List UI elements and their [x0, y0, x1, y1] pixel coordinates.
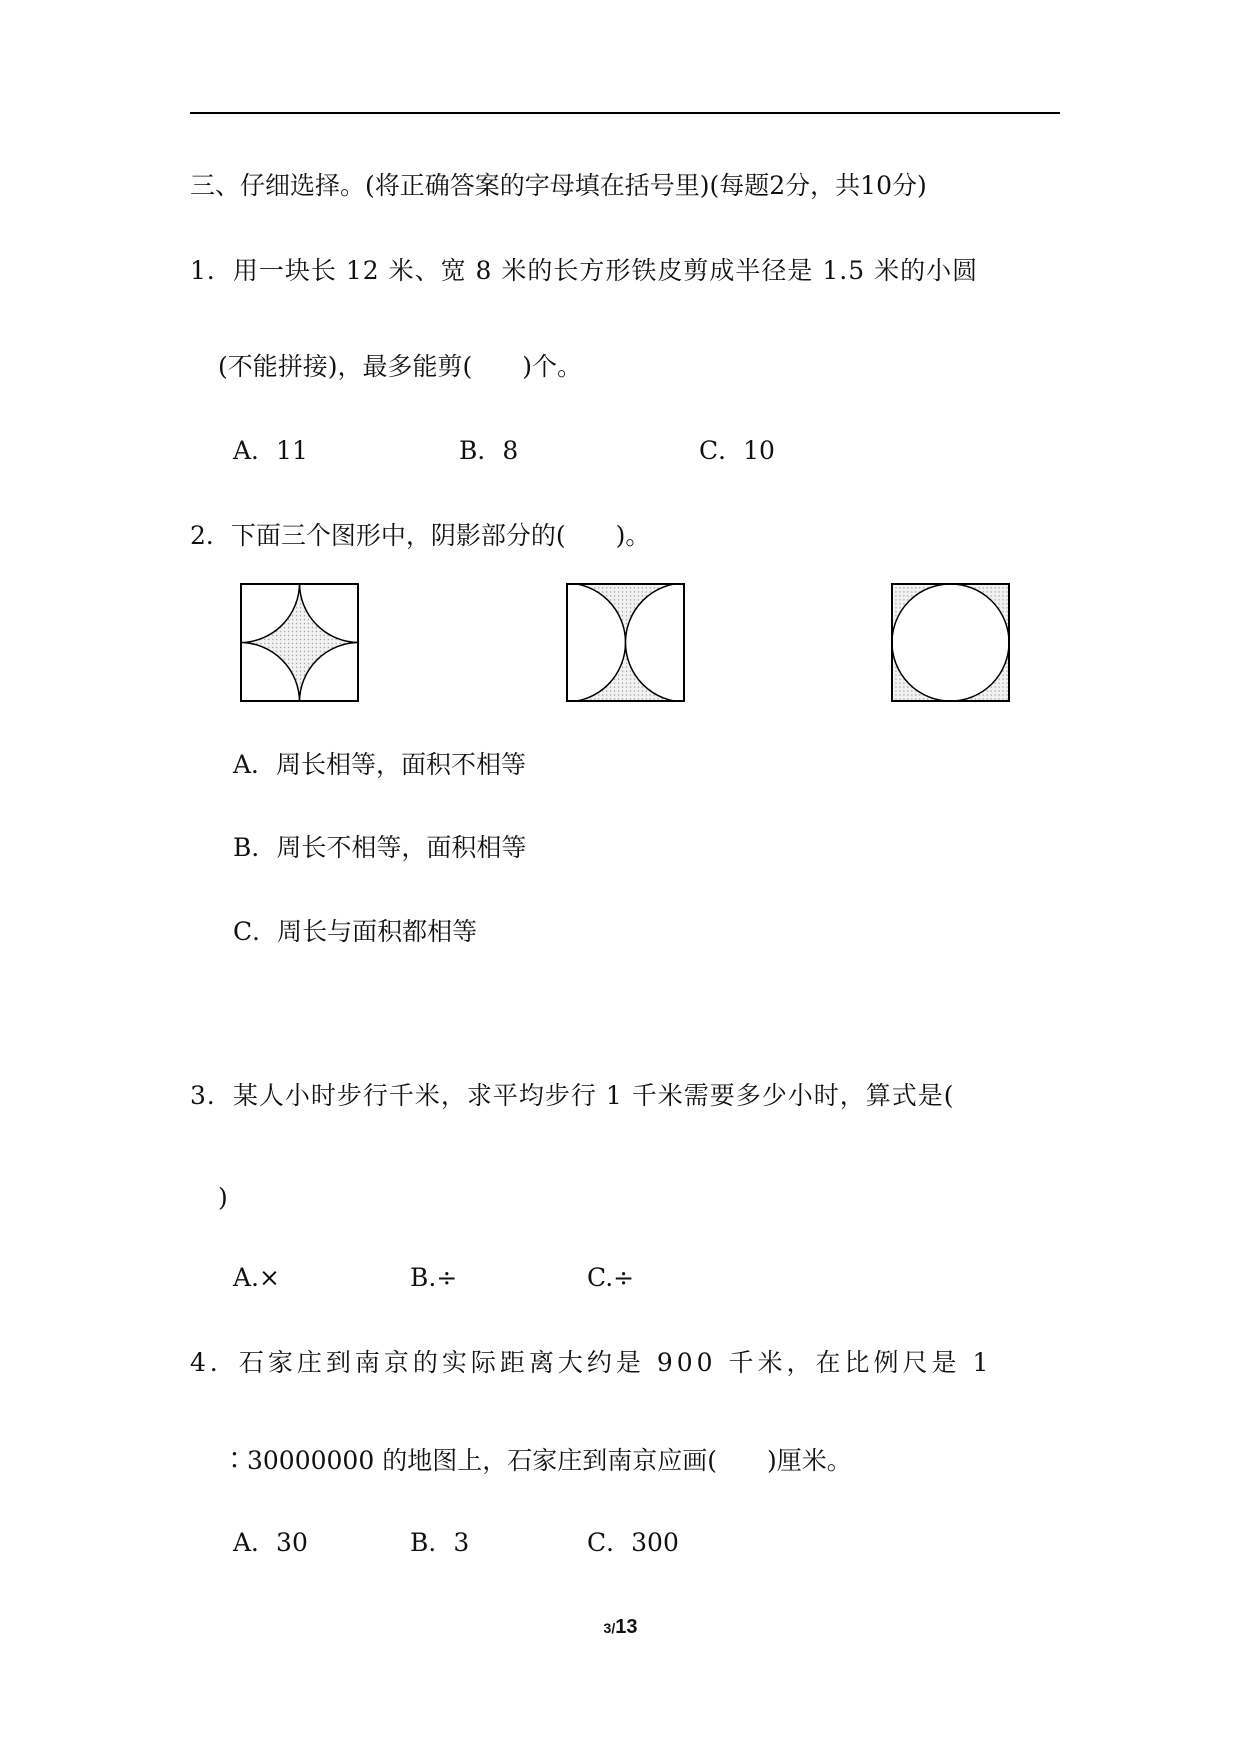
q4-text: 4．石家庄到南京的实际距离大约是 900 千米，在比例尺是 1 [190, 1348, 993, 1377]
page-current: 3/ [603, 1620, 616, 1636]
q2-option-b: B．周长不相等，面积相等 [233, 833, 527, 862]
header-rule [190, 112, 1060, 114]
q3-option-a: A.× [233, 1263, 280, 1292]
page-total: 13 [615, 1616, 638, 1638]
figure-3-inscribed-circle [891, 583, 1010, 702]
q3-text: 3．某人小时步行千米，求平均步行 1 千米需要多少小时，算式是( [190, 1081, 955, 1110]
q2-option-a: A．周长相等，面积不相等 [233, 750, 527, 779]
section-heading: 三、仔细选择。(将正确答案的字母填在括号里)(每题2分，共10分) [190, 171, 927, 200]
q1-text-cont: (不能拼接)，最多能剪( )个。 [218, 352, 583, 381]
q4-option-c: C．300 [587, 1528, 679, 1557]
q3-option-b: B.÷ [410, 1263, 458, 1292]
q1-text: 1．用一块长 12 米、宽 8 米的长方形铁皮剪成半径是 1.5 米的小圆 [190, 256, 979, 285]
q4-option-b: B．3 [410, 1528, 470, 1557]
q4-option-a: A．30 [233, 1528, 308, 1557]
q4-text-cont: ∶30000000 的地图上，石家庄到南京应画( )厘米。 [222, 1446, 852, 1475]
page-number [0, 1616, 1241, 1639]
q1-option-a: A．11 [233, 436, 308, 465]
q3-option-c: C.÷ [587, 1263, 635, 1292]
figure-2-two-semicircles [566, 583, 685, 702]
q2-option-c: C．周长与面积都相等 [233, 917, 478, 946]
q1-option-b: B．8 [459, 436, 519, 465]
q2-text: 2．下面三个图形中，阴影部分的( )。 [190, 521, 651, 550]
q3-text-cont: ) [218, 1183, 228, 1212]
q1-option-c: C．10 [699, 436, 775, 465]
figure-1-concave-star [240, 583, 359, 702]
